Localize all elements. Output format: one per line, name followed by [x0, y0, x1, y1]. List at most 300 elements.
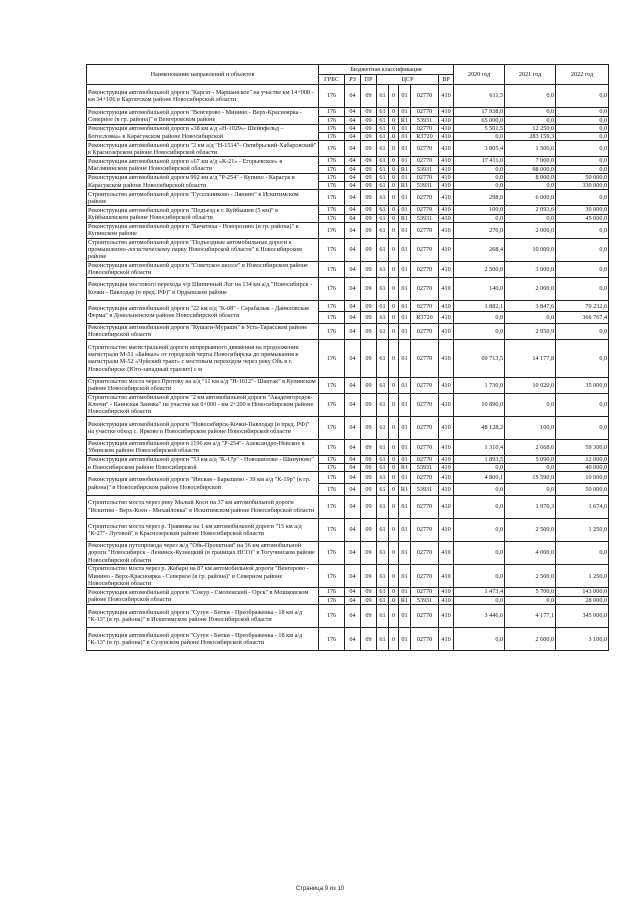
amount-2020: 65 000,0 — [454, 116, 505, 124]
code-c3: 01 — [399, 222, 411, 238]
code-c2: 0 — [389, 238, 399, 261]
code-c3: 01 — [399, 124, 411, 132]
code-c4: 02770 — [411, 277, 439, 300]
code-c1: 61 — [377, 377, 389, 393]
code-c4: 02770 — [411, 588, 439, 596]
code-c1: 61 — [377, 85, 389, 108]
amount-2021: 5 700,0 — [505, 588, 556, 596]
amount-2022: 1 250,0 — [556, 518, 609, 541]
object-name: Реконструкция автомобильной дороги «38 км а/д «Н-1029»- Шейнфельд – Богословка» в Карасукском районе Новосибирской — [87, 124, 319, 141]
header-vr: ВР — [439, 75, 454, 85]
code-c2: 0 — [389, 300, 399, 312]
code-vr: 410 — [439, 339, 454, 377]
code-vr: 410 — [439, 182, 454, 190]
amount-2020: 0,0 — [454, 173, 505, 181]
code-vr: 410 — [439, 455, 454, 463]
code-c1: 61 — [377, 588, 389, 596]
code-c1: 61 — [377, 206, 389, 214]
table-row — [87, 377, 609, 393]
code-c1: 61 — [377, 339, 389, 377]
code-c1: 61 — [377, 542, 389, 565]
amount-2021: 0,0 — [505, 596, 556, 604]
code-c1: 61 — [377, 605, 389, 628]
code-c1: 61 — [377, 190, 389, 206]
code-grbs: 176 — [319, 141, 345, 157]
code-rz: 04 — [345, 605, 361, 628]
amount-2021: 2 668,6 — [505, 440, 556, 456]
code-rz: 04 — [345, 182, 361, 190]
amount-2020: 17 938,0 — [454, 108, 505, 116]
code-c2: 0 — [389, 312, 399, 324]
code-c4: 02770 — [411, 440, 439, 456]
code-grbs: 176 — [319, 393, 345, 416]
table-row — [87, 324, 609, 340]
amount-2021: 3 000,0 — [505, 261, 556, 277]
code-c2: 0 — [389, 495, 399, 518]
code-rz: 04 — [345, 277, 361, 300]
code-c2: 0 — [389, 165, 399, 173]
amount-2021: 10 000,0 — [505, 238, 556, 261]
code-pr: 09 — [361, 605, 377, 628]
table-row — [87, 190, 609, 206]
amount-2021: 283 159,3 — [505, 133, 556, 141]
amount-2021: 2 000,0 — [505, 277, 556, 300]
code-grbs: 176 — [319, 116, 345, 124]
amount-2022: 28 000,0 — [556, 596, 609, 604]
amount-2020: 611,5 — [454, 85, 505, 108]
code-c3: 01 — [399, 300, 411, 312]
amount-2021: 0,0 — [505, 312, 556, 324]
table-row — [87, 124, 609, 132]
header-budget-classification: Бюджетная классификация — [319, 65, 454, 75]
amount-2021: 2 500,0 — [505, 565, 556, 588]
code-grbs: 176 — [319, 165, 345, 173]
amount-2022: 366 767,4 — [556, 312, 609, 324]
code-c3: 01 — [399, 495, 411, 518]
code-c4: 02770 — [411, 518, 439, 541]
code-c4: R3720 — [411, 312, 439, 324]
code-c2: 0 — [389, 190, 399, 206]
object-name: Реконструкция автомобильной дороги «67 км а/д «К-21» - Егорьевское» в Маслянинском районе Новосибирской области — [87, 157, 319, 174]
amount-2022: 70 232,6 — [556, 300, 609, 312]
amount-2020: 1 730,0 — [454, 377, 505, 393]
amount-2020: 3 446,6 — [454, 605, 505, 628]
code-vr: 410 — [439, 124, 454, 132]
table-row — [87, 238, 609, 261]
code-c3: 01 — [399, 238, 411, 261]
code-c1: 61 — [377, 393, 389, 416]
table-row — [87, 85, 609, 108]
code-rz: 04 — [345, 165, 361, 173]
amount-2022: 0,0 — [556, 393, 609, 416]
table-row — [87, 261, 609, 277]
code-rz: 04 — [345, 393, 361, 416]
amount-2021: 5 090,0 — [505, 455, 556, 463]
code-c1: 61 — [377, 518, 389, 541]
amount-2022: 345 000,0 — [556, 605, 609, 628]
object-name: Строительство магистральной дороги непрерывного движения на продолжении магистрали М-51 «Байкал» от городской черты Новосибирска до примыкания к магистрали М-52 «Чуйский тракт» с мостовым переходом через реку Обь в г. Новосибирске (Юго-западный транзит) с м — [87, 339, 319, 377]
code-c4: 02770 — [411, 565, 439, 588]
code-grbs: 176 — [319, 518, 345, 541]
code-vr: 410 — [439, 238, 454, 261]
object-name: Строительство автомобильной дороги "Подъездные автомобильные дороги к промышленно-логистическому парку Новосибирской области" в Новосибирском районе — [87, 238, 319, 261]
code-c4: 02770 — [411, 324, 439, 340]
code-c4: 02770 — [411, 222, 439, 238]
code-vr: 410 — [439, 190, 454, 206]
code-pr: 09 — [361, 277, 377, 300]
code-rz: 04 — [345, 628, 361, 651]
code-grbs: 176 — [319, 85, 345, 108]
code-grbs: 176 — [319, 455, 345, 463]
amount-2020: 10 890,0 — [454, 393, 505, 416]
object-name: Реконструкция автомобильной дороги "22 км а/д "К-08" - Сарабалык - Даниловская Ферма" в Довольненском районе Новосибирской области — [87, 300, 319, 323]
code-c1: 61 — [377, 141, 389, 157]
code-pr: 09 — [361, 339, 377, 377]
amount-2020: 2 500,0 — [454, 261, 505, 277]
code-c2: 0 — [389, 455, 399, 463]
code-c1: 61 — [377, 157, 389, 165]
code-c2: 0 — [389, 605, 399, 628]
header-rz: РЗ — [345, 75, 361, 85]
code-c4: 53931 — [411, 214, 439, 222]
object-name: Реконструкция автомобильной дороги "Венгерово - Минино - Верх-Красноярка - Северное (в гр. района)" в Венгеровском районе — [87, 108, 319, 125]
object-name: Строительство автомобильной дороги "2 км автомобильной дороги "Академгородок-Ключи" - Каинская Заимка" на участке км 0+000 - км 2+200 в Новосибирском районе Новосибирской области — [87, 393, 319, 416]
object-name: Реконструкция автомобильной дороги "Сузун - Битки - Преображенка - 18 км а/д "К-13" (в гр. района)" в Сузунском районе Новосибирской области — [87, 628, 319, 651]
object-name: Реконструкция автомобильной дороги "Каргат - Маршанское" на участке км 14+008 - км 34+106 в Каргатском районе Новосибирской области — [87, 85, 319, 108]
code-c3: 01 — [399, 190, 411, 206]
code-c4: 02770 — [411, 472, 439, 484]
code-vr: 410 — [439, 596, 454, 604]
code-c3: 01 — [399, 339, 411, 377]
code-c3: 01 — [399, 108, 411, 116]
code-grbs: 176 — [319, 157, 345, 165]
code-c1: 61 — [377, 300, 389, 312]
code-c1: 61 — [377, 416, 389, 439]
amount-2020: 0,0 — [454, 596, 505, 604]
object-name: Строительство моста через р. Травянка на 1 км автомобильной дороги "15 км а/д "К-27"- Луговой" в Краснозерском районе Новосибирской области — [87, 518, 319, 541]
code-rz: 04 — [345, 116, 361, 124]
amount-2022: 330 000,0 — [556, 182, 609, 190]
code-vr: 410 — [439, 464, 454, 472]
code-c3: 01 — [399, 157, 411, 165]
amount-2020: 5 501,5 — [454, 124, 505, 132]
code-pr: 09 — [361, 141, 377, 157]
code-rz: 04 — [345, 141, 361, 157]
amount-2021: 4 000,0 — [505, 542, 556, 565]
budget-sheet — [86, 64, 608, 651]
code-vr: 410 — [439, 157, 454, 165]
code-rz: 04 — [345, 190, 361, 206]
code-c1: 61 — [377, 472, 389, 484]
code-c4: 02770 — [411, 628, 439, 651]
code-rz: 04 — [345, 85, 361, 108]
code-c1: 61 — [377, 464, 389, 472]
code-c2: 0 — [389, 596, 399, 604]
code-c2: 0 — [389, 222, 399, 238]
table-row — [87, 393, 609, 416]
code-vr: 410 — [439, 628, 454, 651]
amount-2021: 15 590,0 — [505, 472, 556, 484]
object-name: Реконструкция автомобильной дороги "Кушаги-Мурашн" в Усть-Тарасском районе Новосибирской области — [87, 324, 319, 340]
code-vr: 410 — [439, 108, 454, 116]
object-name: Реконструкция путепровода через ж/д "Обь-Проектная" на 36 км автомобильной дороги "Новосибирск - Ленинск-Кузнецкий (в границах НСО)" в Тогучинском районе Новосибирской области — [87, 542, 319, 565]
code-c3: R1 — [399, 484, 411, 496]
object-name: Реконструкция автомобильной дороги "Сокур - Смоленский - Орск" в Мошковском районе Новосибирской области — [87, 588, 319, 605]
code-c2: 0 — [389, 116, 399, 124]
code-c2: 0 — [389, 565, 399, 588]
code-vr: 410 — [439, 222, 454, 238]
code-grbs: 176 — [319, 472, 345, 484]
code-rz: 04 — [345, 495, 361, 518]
code-rz: 04 — [345, 472, 361, 484]
amount-2021: 4 177,1 — [505, 605, 556, 628]
amount-2022: 1 674,0 — [556, 495, 609, 518]
code-pr: 09 — [361, 472, 377, 484]
amount-2021: 2 500,0 — [505, 518, 556, 541]
code-c4: 53931 — [411, 596, 439, 604]
code-c4: 02770 — [411, 300, 439, 312]
code-c2: 0 — [389, 124, 399, 132]
code-c4: 02770 — [411, 339, 439, 377]
amount-2020: 0,0 — [454, 133, 505, 141]
table-row — [87, 542, 609, 565]
code-vr: 410 — [439, 261, 454, 277]
code-c1: 61 — [377, 495, 389, 518]
object-name: Реконструкция автомобильной дороги "53 км а/д "К-17р" - Новошилово - Шипуново" в Новосибирском районе Новосибирской — [87, 455, 319, 472]
table-row — [87, 277, 609, 300]
code-c2: 0 — [389, 542, 399, 565]
code-c3: 01 — [399, 206, 411, 214]
code-c3: R1 — [399, 464, 411, 472]
code-rz: 04 — [345, 377, 361, 393]
code-c3: R1 — [399, 214, 411, 222]
amount-2021: 2 600,0 — [505, 628, 556, 651]
code-rz: 04 — [345, 565, 361, 588]
code-c3: 01 — [399, 393, 411, 416]
code-c1: 61 — [377, 108, 389, 116]
code-pr: 09 — [361, 464, 377, 472]
amount-2020: 0,0 — [454, 214, 505, 222]
code-grbs: 176 — [319, 464, 345, 472]
object-name: Реконструкция автомобильной дороги "2 км а/д "Н-1514"- Октябрьский-Хабаровский" в Краснозерском районе Новосибирской области — [87, 141, 319, 157]
code-c1: 61 — [377, 312, 389, 324]
code-pr: 09 — [361, 416, 377, 439]
amount-2022: 0,0 — [556, 542, 609, 565]
code-c1: 61 — [377, 116, 389, 124]
code-c3: 01 — [399, 261, 411, 277]
code-c1: 61 — [377, 214, 389, 222]
code-rz: 04 — [345, 173, 361, 181]
amount-2021: 0,0 — [505, 464, 556, 472]
code-grbs: 176 — [319, 214, 345, 222]
amount-2021: 12 250,0 — [505, 124, 556, 132]
code-c4: 02770 — [411, 393, 439, 416]
code-c1: 61 — [377, 165, 389, 173]
object-name: Реконструкция автомобильной дороги "Новосибирск-Кочки-Павлодар (в пред. РФ)" на участке обход с. Ярково в Новосибирском районе Новосибирской области — [87, 416, 319, 439]
code-vr: 410 — [439, 440, 454, 456]
code-rz: 04 — [345, 484, 361, 496]
code-c1: 61 — [377, 484, 389, 496]
amount-2022: 0,0 — [556, 124, 609, 132]
amount-2020: 0,0 — [454, 165, 505, 173]
code-vr: 410 — [439, 416, 454, 439]
code-c4: 02770 — [411, 261, 439, 277]
code-pr: 09 — [361, 214, 377, 222]
code-pr: 09 — [361, 85, 377, 108]
code-pr: 09 — [361, 495, 377, 518]
amount-2021: 2 000,0 — [505, 222, 556, 238]
object-name: Строительство автомобильной дороги "Гусельниково - Лянино" в Искитимском районе — [87, 190, 319, 206]
amount-2022: 50 000,0 — [556, 173, 609, 181]
table-row — [87, 206, 609, 214]
code-vr: 410 — [439, 484, 454, 496]
code-c3: R1 — [399, 596, 411, 604]
code-vr: 410 — [439, 277, 454, 300]
code-pr: 09 — [361, 312, 377, 324]
amount-2022: 0,0 — [556, 108, 609, 116]
amount-2020: 270,0 — [454, 222, 505, 238]
code-rz: 04 — [345, 542, 361, 565]
code-rz: 04 — [345, 312, 361, 324]
code-c1: 61 — [377, 628, 389, 651]
code-grbs: 176 — [319, 440, 345, 456]
code-pr: 09 — [361, 157, 377, 165]
code-grbs: 176 — [319, 261, 345, 277]
code-c2: 0 — [389, 588, 399, 596]
code-c2: 0 — [389, 472, 399, 484]
code-c3: 01 — [399, 277, 411, 300]
code-c3: 01 — [399, 605, 411, 628]
code-grbs: 176 — [319, 222, 345, 238]
code-c3: 01 — [399, 518, 411, 541]
code-c2: 0 — [389, 484, 399, 496]
code-rz: 04 — [345, 124, 361, 132]
amount-2021: 2 950,9 — [505, 324, 556, 340]
code-grbs: 176 — [319, 339, 345, 377]
amount-2022: 3 100,0 — [556, 628, 609, 651]
code-c2: 0 — [389, 416, 399, 439]
code-c2: 0 — [389, 206, 399, 214]
table-row — [87, 157, 609, 165]
amount-2022: 0,0 — [556, 116, 609, 124]
code-c4: 53931 — [411, 182, 439, 190]
amount-2021: 1 970,3 — [505, 495, 556, 518]
amount-2020: 1 893,5 — [454, 455, 505, 463]
header-name-column: Наименование направлений и объектов — [87, 65, 319, 85]
amount-2020: 48 128,2 — [454, 416, 505, 439]
object-name: Строительство моста через р. Жабарн на 87 км автомобильной дороги "Венгерово - Минино - Верх-Красноярка - Северное (в гр. района)" в Северном районе Новосибирской области — [87, 565, 319, 588]
code-vr: 410 — [439, 133, 454, 141]
code-c4: 53931 — [411, 116, 439, 124]
amount-2022: 143 000,0 — [556, 588, 609, 596]
code-grbs: 176 — [319, 206, 345, 214]
amount-2020: 100,0 — [454, 206, 505, 214]
header-year-2020: 2020 год — [454, 65, 505, 85]
amount-2022: 0,0 — [556, 339, 609, 377]
object-name: Реконструкция автомобильной дороги 992 км а/д "Р-254" - Купино - Карасук в Карасукском районе Новосибирской области — [87, 173, 319, 190]
table-row — [87, 588, 609, 596]
object-name: Реконструкция автомобильной дороги "Подъезд к г. Куйбышев (5 км)" в Куйбышевском районе Новосибирской области — [87, 206, 319, 223]
code-rz: 04 — [345, 518, 361, 541]
code-pr: 09 — [361, 300, 377, 312]
code-vr: 410 — [439, 85, 454, 108]
code-c1: 61 — [377, 455, 389, 463]
code-grbs: 176 — [319, 300, 345, 312]
amount-2022: 12 000,0 — [556, 455, 609, 463]
table-row — [87, 416, 609, 439]
amount-2021: 0,0 — [505, 108, 556, 116]
code-c3: 01 — [399, 440, 411, 456]
code-c2: 0 — [389, 339, 399, 377]
amount-2021: 0,0 — [505, 214, 556, 222]
code-c4: 02770 — [411, 173, 439, 181]
code-rz: 04 — [345, 133, 361, 141]
amount-2022: 0,0 — [556, 261, 609, 277]
header-row-top — [87, 65, 609, 75]
amount-2020: 268,4 — [454, 238, 505, 261]
amount-2020: 17 411,0 — [454, 157, 505, 165]
budget-body — [87, 85, 609, 651]
amount-2021: 8 000,0 — [505, 173, 556, 181]
object-name: Строительство моста через реку Малый Косн на 37 км автомобильной дороги "Искитим - Верх-Коен - Михайловка" в Искитимском районе Новосибирской области — [87, 495, 319, 518]
amount-2021: 100,0 — [505, 416, 556, 439]
code-grbs: 176 — [319, 312, 345, 324]
table-row — [87, 300, 609, 312]
code-c4: 02770 — [411, 238, 439, 261]
code-c3: 01 — [399, 628, 411, 651]
code-c4: 02770 — [411, 124, 439, 132]
amount-2021: 7 000,0 — [505, 157, 556, 165]
code-c1: 61 — [377, 440, 389, 456]
code-pr: 09 — [361, 393, 377, 416]
amount-2022: 0,0 — [556, 190, 609, 206]
code-pr: 09 — [361, 542, 377, 565]
code-c3: 01 — [399, 85, 411, 108]
table-row — [87, 472, 609, 484]
code-vr: 410 — [439, 173, 454, 181]
amount-2022: 0,0 — [556, 85, 609, 108]
code-c4: 02770 — [411, 206, 439, 214]
amount-2021: 3 847,6 — [505, 300, 556, 312]
code-c2: 0 — [389, 133, 399, 141]
amount-2021: 10 020,0 — [505, 377, 556, 393]
code-c2: 0 — [389, 108, 399, 116]
code-pr: 09 — [361, 377, 377, 393]
code-vr: 410 — [439, 518, 454, 541]
amount-2021: 0,0 — [505, 116, 556, 124]
amount-2021: 0,0 — [505, 393, 556, 416]
amount-2020: 1 473,4 — [454, 588, 505, 596]
code-grbs: 176 — [319, 182, 345, 190]
code-grbs: 176 — [319, 377, 345, 393]
amount-2022: 40 000,0 — [556, 464, 609, 472]
amount-2022: 45 000,0 — [556, 214, 609, 222]
code-rz: 04 — [345, 214, 361, 222]
code-grbs: 176 — [319, 565, 345, 588]
code-vr: 410 — [439, 324, 454, 340]
code-pr: 09 — [361, 222, 377, 238]
code-c4: 02770 — [411, 157, 439, 165]
amount-2020: 1 310,4 — [454, 440, 505, 456]
amount-2021: 0,0 — [505, 85, 556, 108]
amount-2020: 0,0 — [454, 464, 505, 472]
code-c3: 01 — [399, 377, 411, 393]
code-c3: 01 — [399, 141, 411, 157]
code-grbs: 176 — [319, 124, 345, 132]
code-pr: 09 — [361, 182, 377, 190]
table-row — [87, 605, 609, 628]
amount-2020: 0,0 — [454, 518, 505, 541]
